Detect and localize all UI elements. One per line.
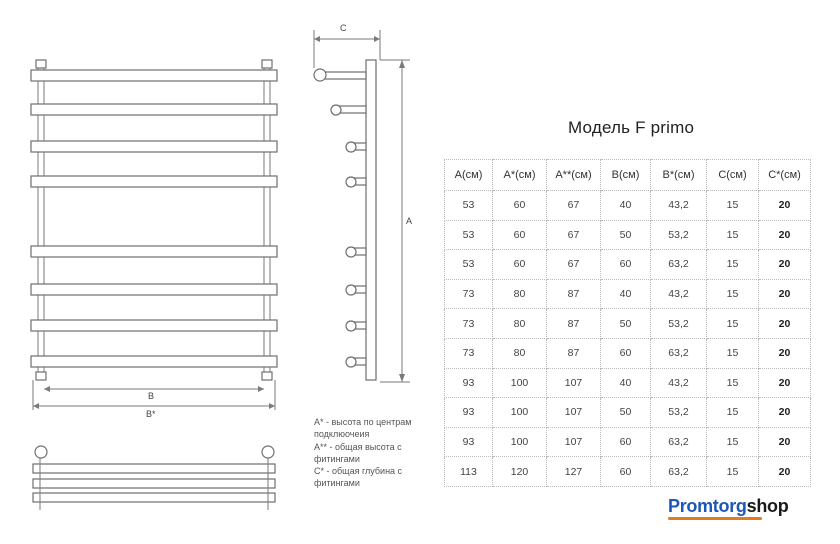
table-row [445, 250, 811, 280]
table-cell: 87 [547, 309, 601, 339]
fitting-right-icon [262, 446, 274, 458]
model-title: Модель F primo [568, 118, 695, 137]
table-cell: 93 [445, 398, 493, 428]
table-cell: 20 [759, 457, 811, 487]
table-cell: 20 [759, 191, 811, 221]
legend-line: фитингами [314, 478, 360, 489]
legend-line: A** - общая высота с [314, 441, 402, 452]
table-cell: 53,2 [651, 309, 707, 339]
table-row [445, 279, 811, 309]
table-cell: 43,2 [651, 279, 707, 309]
table-cell: 15 [707, 368, 759, 398]
table-cell: 20 [759, 338, 811, 368]
table-cell: 20 [759, 427, 811, 457]
dim-b-star-arrow-left [33, 403, 39, 409]
table-cell: 60 [601, 338, 651, 368]
fitting-left-icon [35, 446, 47, 458]
table-cell: 40 [601, 279, 651, 309]
table-cell: 20 [759, 309, 811, 339]
table-cell: 53,2 [651, 398, 707, 428]
side-rail [366, 60, 376, 380]
table-cell: 50 [601, 220, 651, 250]
legend-line: подклюочеия [314, 429, 370, 440]
table-header-cell: A(см) [445, 160, 493, 191]
table-cell: 20 [759, 279, 811, 309]
front-crossbar [31, 246, 277, 257]
top-view [33, 446, 275, 510]
table-cell: 15 [707, 338, 759, 368]
table-cell: 20 [759, 220, 811, 250]
front-crossbar [31, 104, 277, 115]
table-cell: 113 [445, 457, 493, 487]
table-cell: 100 [493, 398, 547, 428]
table-cell: 43,2 [651, 191, 707, 221]
table-header-cell: C*(см) [759, 160, 811, 191]
front-cap-left-bottom [36, 372, 46, 380]
table-cell: 87 [547, 279, 601, 309]
table-header-cell: B(см) [601, 160, 651, 191]
table-row [445, 309, 811, 339]
legend [314, 416, 444, 490]
brand-part1: Promtorg [668, 496, 747, 516]
dim-c-label: C [340, 23, 347, 33]
table-cell: 60 [493, 220, 547, 250]
table-row [445, 191, 811, 221]
table-cell: 93 [445, 427, 493, 457]
table-row [445, 457, 811, 487]
table-row [445, 398, 811, 428]
front-crossbar [31, 141, 277, 152]
side-bar-end-cap [346, 142, 356, 152]
table-cell: 107 [547, 368, 601, 398]
dim-b-star-label: B* [146, 409, 156, 419]
table-header-cell: C(см) [707, 160, 759, 191]
side-bar-ends [331, 105, 366, 367]
top-view-bar [33, 464, 275, 473]
legend-line: A* - высота по центрам [314, 417, 412, 427]
table-cell: 67 [547, 220, 601, 250]
side-bracket [320, 72, 366, 79]
table-cell: 67 [547, 191, 601, 221]
table-cell: 93 [445, 368, 493, 398]
table-cell: 40 [601, 191, 651, 221]
side-fitting-icon [314, 69, 326, 81]
table-cell: 20 [759, 250, 811, 280]
top-view-bar [33, 493, 275, 502]
front-crossbar [31, 356, 277, 367]
table-cell: 80 [493, 338, 547, 368]
side-bar-end-cap [346, 321, 356, 331]
front-view [31, 60, 277, 419]
dim-c-arrow-left [314, 36, 320, 42]
side-bar-end-cap [331, 105, 341, 115]
table-row [445, 368, 811, 398]
table-cell: 15 [707, 220, 759, 250]
table-cell: 80 [493, 279, 547, 309]
table-cell: 50 [601, 398, 651, 428]
front-crossbar [31, 320, 277, 331]
dim-c-arrow-right [374, 36, 380, 42]
brand-logo [668, 496, 788, 517]
table-cell: 60 [493, 191, 547, 221]
dim-b-star-arrow-right [269, 403, 275, 409]
top-view-bar [33, 479, 275, 488]
side-bar-end-cap [346, 285, 356, 295]
legend-line: C* - общая глубина с [314, 466, 403, 477]
table-cell: 53 [445, 250, 493, 280]
table-cell: 60 [601, 250, 651, 280]
table-cell: 60 [601, 427, 651, 457]
table-cell: 63,2 [651, 427, 707, 457]
dim-a-arrow-top [399, 60, 405, 68]
table-cell: 100 [493, 368, 547, 398]
table-cell: 87 [547, 338, 601, 368]
table-header-row [445, 160, 811, 191]
table-row [445, 338, 811, 368]
table-cell: 15 [707, 250, 759, 280]
front-cap-right-bottom [262, 372, 272, 380]
front-crossbar [31, 70, 277, 81]
table-body [445, 191, 811, 487]
spec-table [444, 159, 811, 487]
table-header-cell: B*(см) [651, 160, 707, 191]
table-cell: 67 [547, 250, 601, 280]
table-cell: 53 [445, 191, 493, 221]
table-cell: 107 [547, 427, 601, 457]
table-cell: 15 [707, 457, 759, 487]
table-cell: 43,2 [651, 368, 707, 398]
side-bar-end-cap [346, 247, 356, 257]
table-cell: 60 [601, 457, 651, 487]
table-cell: 63,2 [651, 457, 707, 487]
table-cell: 15 [707, 279, 759, 309]
table-cell: 73 [445, 309, 493, 339]
table-header-cell: A**(см) [547, 160, 601, 191]
table-cell: 20 [759, 398, 811, 428]
dim-b-arrow-left [44, 386, 50, 392]
dim-b-label: B [148, 391, 155, 401]
table-cell: 63,2 [651, 250, 707, 280]
legend-line: фитингами [314, 453, 360, 464]
brand-part2: shop [746, 496, 789, 516]
table-cell: 53 [445, 220, 493, 250]
front-crossbar [31, 284, 277, 295]
table-row [445, 427, 811, 457]
table-header-cell: A*(см) [493, 160, 547, 191]
dim-b-arrow-right [258, 386, 264, 392]
table-cell: 73 [445, 279, 493, 309]
table-cell: 50 [601, 309, 651, 339]
front-cap-right-top [262, 60, 272, 68]
table-cell: 73 [445, 338, 493, 368]
table-cell: 107 [547, 398, 601, 428]
brand-underline [668, 517, 762, 520]
table-cell: 53,2 [651, 220, 707, 250]
table-cell: 80 [493, 309, 547, 339]
table-cell: 100 [493, 427, 547, 457]
front-cap-left-top [36, 60, 46, 68]
table-cell: 15 [707, 398, 759, 428]
table-cell: 60 [493, 250, 547, 280]
table-cell: 63,2 [651, 338, 707, 368]
front-crossbar [31, 176, 277, 187]
side-view [314, 23, 412, 382]
table-cell: 15 [707, 427, 759, 457]
side-bar-end-cap [346, 357, 356, 367]
table-cell: 40 [601, 368, 651, 398]
table-cell: 15 [707, 191, 759, 221]
dim-a-arrow-bottom [399, 374, 405, 382]
table-row [445, 220, 811, 250]
side-bar-end-cap [346, 177, 356, 187]
table-cell: 20 [759, 368, 811, 398]
table-cell: 127 [547, 457, 601, 487]
dim-a-label: A [406, 216, 413, 226]
table-cell: 15 [707, 309, 759, 339]
table-cell: 120 [493, 457, 547, 487]
